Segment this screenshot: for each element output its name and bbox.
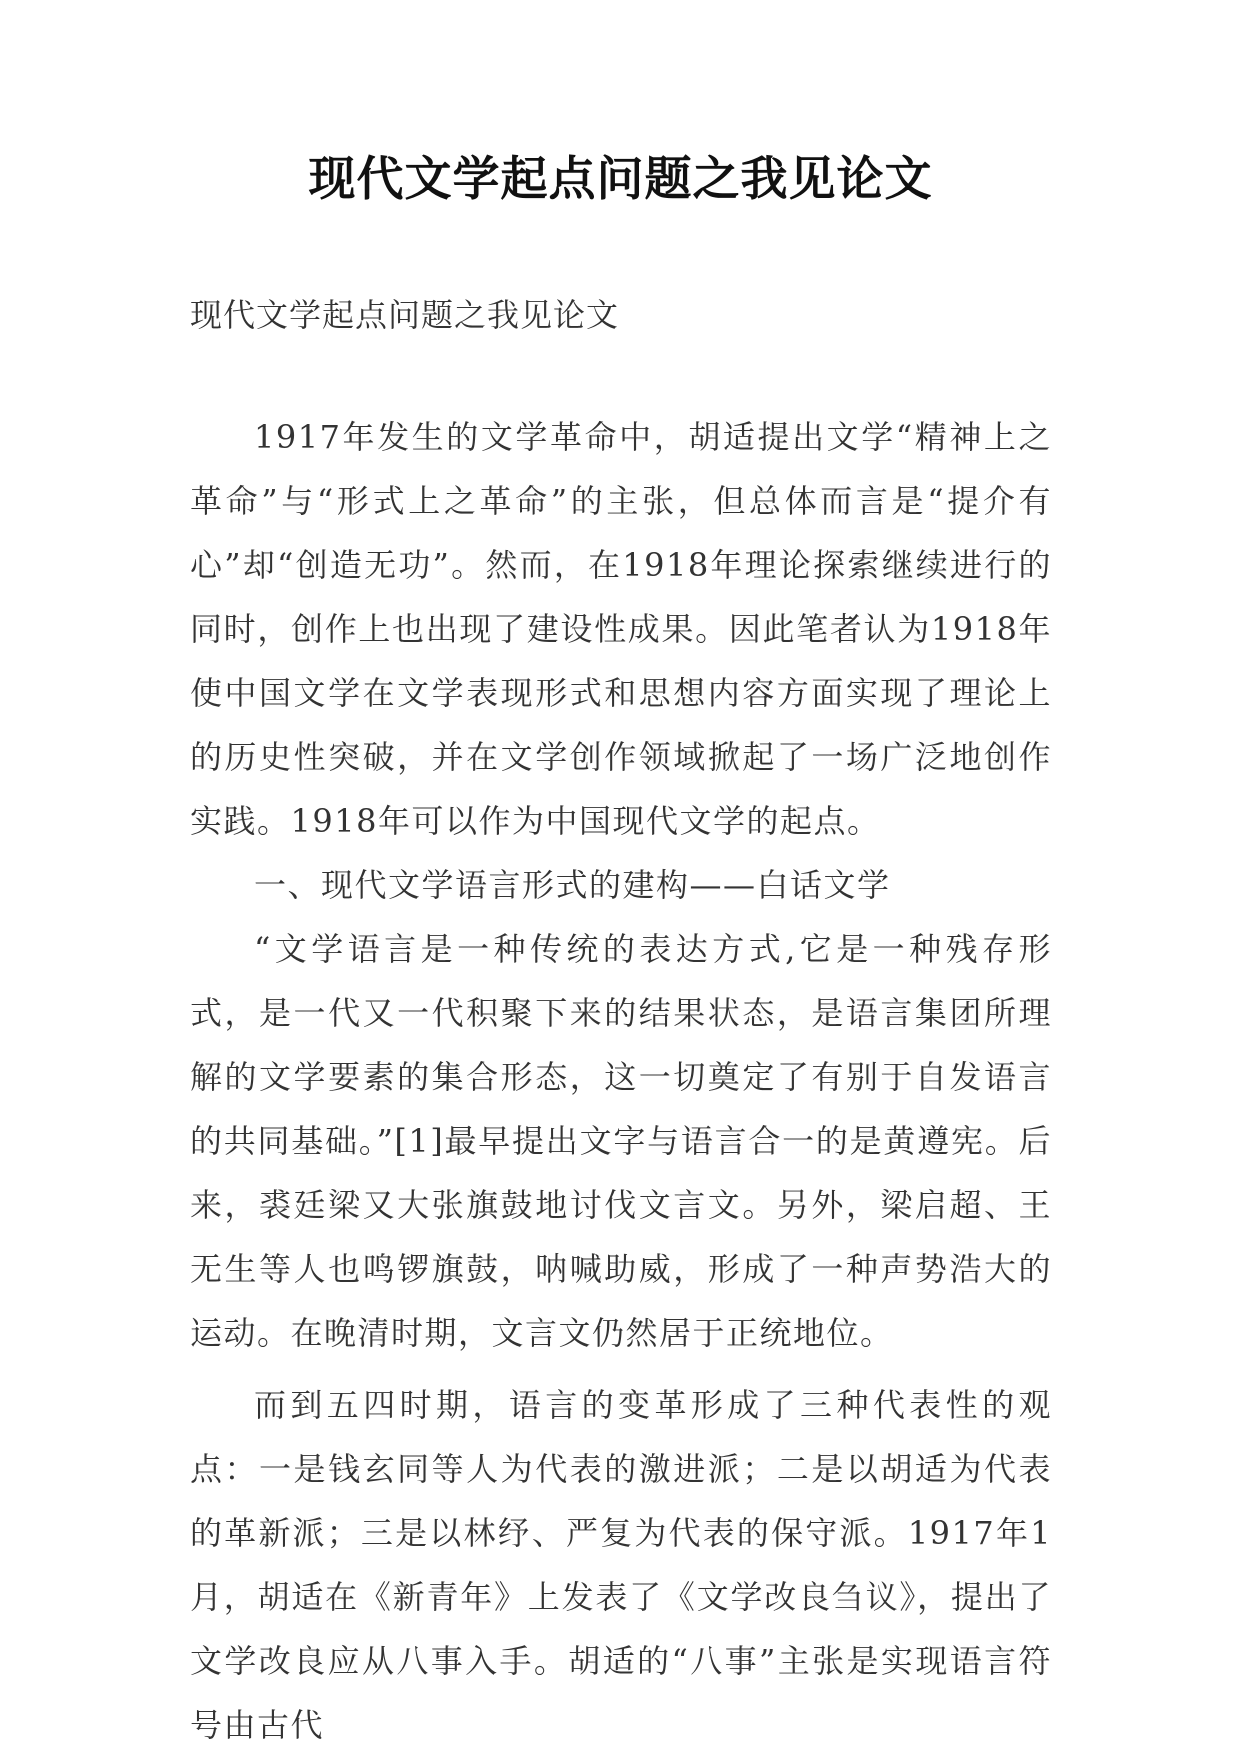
paragraph-wusi: 而到五四时期，语言的变革形成了三种代表性的观点：一是钱玄同等人为代表的激进派；二是以胡适为代表的革新派；三是以林纾、严复为代表的保守派。1917年1月，胡适在《新青年》上发表了《文学改良刍议》，提出了文学改良应从八事入手。胡适的“八事”主张是实现语言符号由古代 [190,1386,1052,1744]
document-title: 现代文学起点问题之我见论文 [308,152,933,207]
document-subtitle: 现代文学起点问题之我见论文 [190,296,620,334]
paragraph-intro: 1917年发生的文学革命中，胡适提出文学“精神上之革命”与“形式上之革命”的主张，但总体而言是“提介有心”却“创造无功”。然而，在1918年理论探索继续进行的同时，创作上也出现了建设性成果。因此笔者认为1918年使中国文学在文学表现形式和思想内容方面实现了理论上的历史性突破，并在文学创作领域掀起了一场广泛地创作实践。1918年可以作为中国现代文学的起点。 [190,418,1052,840]
paragraph-quote: “文学语言是一种传统的表达方式,它是一种残存形式，是一代又一代积聚下来的结果状态，是语言集团所理解的文学要素的集合形态，这一切奠定了有别于自发语言的共同基础。”[1]最早提出文字与语言合一的是黄遵宪。后来，裘廷梁又大张旗鼓地讨伐文言文。另外，梁启超、王无生等人也鸣锣旗鼓，呐喊助威，形成了一种声势浩大的运动。在晚清时期，文言文仍然居于正统地位。 [190,930,1052,1352]
document-body [190,405,1052,1757]
section-heading: 一、现代文学语言形式的建构——白话文学 [254,866,891,904]
